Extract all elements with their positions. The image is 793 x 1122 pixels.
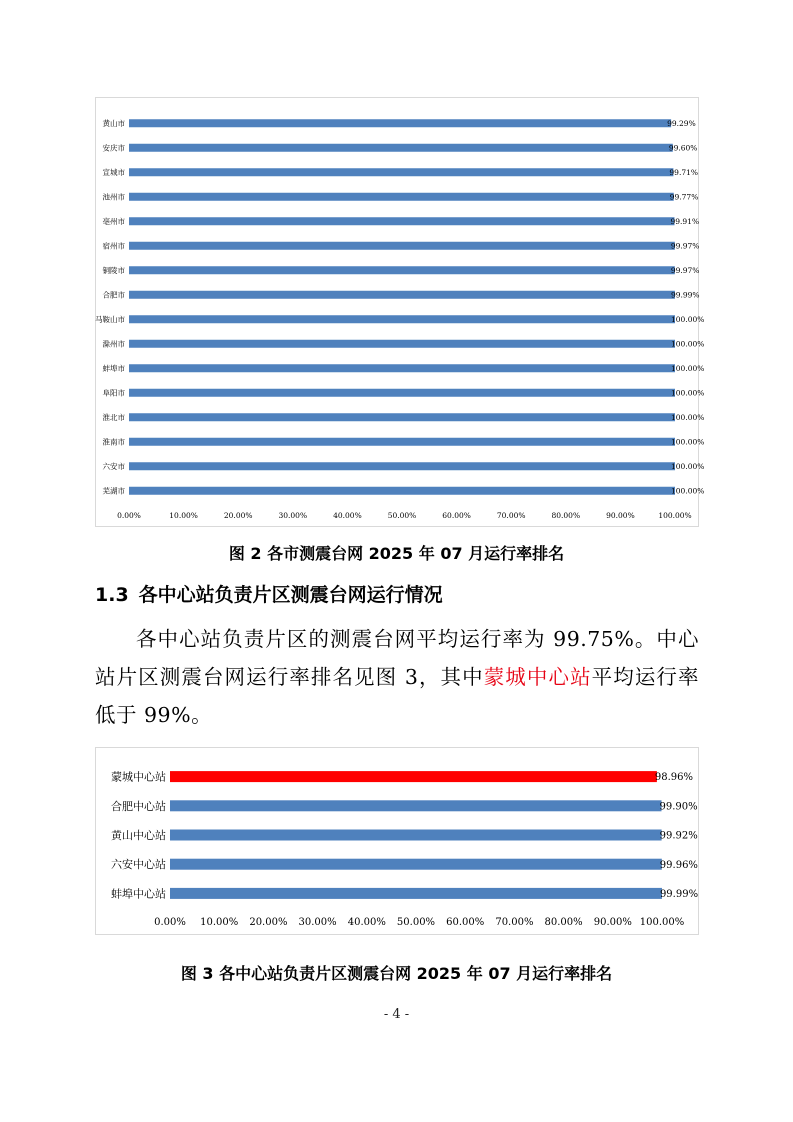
x-tick-label-6: 50.00% (387, 511, 417, 520)
bar-16 (129, 487, 675, 495)
category-label-5: 蚌埠中心站 (111, 887, 166, 901)
section-number: 1.3 (95, 584, 129, 606)
value-label-16: 100.00% (671, 486, 705, 496)
x-tick-label-8: 70.00% (495, 917, 534, 928)
x-tick-label-6: 50.00% (396, 917, 436, 928)
category-label-3: 宣城市 (102, 167, 125, 177)
x-tick-label-4: 30.00% (298, 917, 337, 928)
bar-4 (129, 193, 674, 201)
value-label-4: 99.96% (659, 859, 698, 871)
category-label-11: 蚌埠市 (102, 363, 125, 373)
x-tick-label-5: 40.00% (347, 917, 386, 928)
bar-4 (170, 859, 662, 870)
value-label-5: 99.99% (659, 889, 699, 900)
bar-10 (129, 340, 675, 348)
category-label-10: 滁州市 (102, 339, 125, 349)
category-label-12: 阜阳市 (102, 388, 125, 398)
category-label-8: 合肥市 (102, 290, 125, 300)
value-label-8: 99.99% (670, 290, 700, 300)
value-label-11: 100.00% (671, 363, 705, 373)
section-heading (95, 580, 443, 607)
value-label-3: 99.71% (669, 167, 699, 177)
category-label-13: 淮北市 (102, 412, 125, 422)
category-label-4: 池州市 (102, 192, 125, 202)
value-label-4: 99.77% (669, 192, 699, 202)
x-tick-label-7: 60.00% (446, 917, 485, 928)
value-label-10: 100.00% (671, 339, 705, 349)
x-tick-label-11: 100.00% (639, 917, 685, 928)
value-label-9: 100.00% (671, 314, 705, 324)
category-label-15: 六安市 (102, 461, 125, 471)
category-label-5: 亳州市 (102, 216, 125, 226)
figure-3-caption: 图 3 各中心站负责片区测震台网 2025 年 07 月运行率排名 (180, 964, 613, 983)
bar-2 (129, 144, 673, 152)
x-tick-label-3: 20.00% (249, 917, 288, 928)
x-tick-label-11: 100.00% (658, 511, 692, 520)
category-label-14: 淮南市 (102, 437, 125, 447)
category-label-9: 马鞍山市 (95, 314, 125, 324)
bar-3 (129, 168, 673, 176)
bar-13 (129, 413, 675, 421)
category-label-1: 蒙城中心站 (111, 770, 166, 784)
value-label-1: 98.96% (654, 772, 694, 784)
x-tick-label-9: 80.00% (551, 511, 581, 520)
category-label-6: 宿州市 (102, 241, 125, 251)
value-label-7: 99.97% (670, 265, 700, 275)
center-station-run-rate-chart (95, 747, 699, 935)
x-tick-label-1: 0.00% (117, 511, 141, 520)
x-tick-label-4: 30.00% (278, 511, 308, 520)
body-paragraph (95, 620, 699, 734)
bar-14 (129, 438, 675, 446)
value-label-15: 100.00% (671, 461, 705, 471)
bar-5 (170, 888, 662, 899)
center-station-run-rate-svg (96, 748, 698, 934)
bar-11 (129, 364, 675, 372)
x-tick-label-1: 0.00% (154, 917, 186, 928)
category-label-7: 铜陵市 (102, 265, 125, 275)
x-tick-label-7: 60.00% (442, 511, 471, 520)
paragraph-highlight: 蒙城中心站 (483, 665, 592, 689)
bar-9 (129, 315, 675, 323)
value-label-5: 99.91% (670, 216, 700, 226)
bar-1 (129, 119, 671, 127)
value-label-14: 100.00% (671, 437, 705, 447)
value-label-12: 100.00% (671, 388, 705, 398)
bar-1 (170, 771, 657, 782)
value-label-2: 99.60% (668, 143, 698, 153)
x-tick-label-10: 90.00% (593, 917, 632, 928)
bar-7 (129, 266, 675, 274)
x-tick-label-2: 10.00% (169, 511, 198, 520)
category-label-4: 六安中心站 (111, 858, 166, 872)
bar-8 (129, 291, 675, 299)
category-label-2: 合肥中心站 (111, 799, 166, 813)
bar-12 (129, 389, 675, 397)
city-run-rate-chart (95, 97, 705, 527)
page-number: - 4 - (383, 1007, 410, 1022)
category-label-2: 安庆市 (102, 143, 125, 153)
x-tick-label-8: 70.00% (496, 511, 526, 520)
value-label-1: 99.29% (667, 118, 696, 128)
bar-15 (129, 462, 675, 470)
value-label-3: 99.92% (659, 830, 698, 842)
paragraph-text-after: 平均运行率低于 99%。 (95, 665, 700, 727)
value-label-2: 99.90% (659, 801, 698, 813)
bar-2 (170, 800, 662, 811)
bar-3 (170, 830, 662, 841)
x-tick-label-9: 80.00% (544, 917, 583, 928)
value-label-6: 99.97% (670, 241, 700, 251)
bar-5 (129, 217, 675, 225)
bar-6 (129, 242, 675, 250)
x-tick-label-2: 10.00% (200, 917, 239, 928)
figure-2-caption: 图 2 各市测震台网 2025 年 07 月运行率排名 (228, 544, 565, 563)
x-tick-label-10: 90.00% (606, 511, 635, 520)
paragraph-text-before: 各中心站负责片区的测震台网平均运行率为 99.75%。中心站片区测震台网运行率排名见图 3，其中 (95, 627, 699, 689)
x-tick-label-3: 20.00% (223, 511, 253, 520)
category-label-1: 黄山市 (102, 118, 125, 128)
section-title: 各中心站负责片区测震台网运行情况 (138, 584, 443, 606)
x-tick-label-5: 40.00% (333, 511, 362, 520)
city-run-rate-svg (95, 98, 705, 526)
category-label-16: 芜湖市 (102, 486, 125, 496)
category-label-3: 黄山中心站 (111, 828, 166, 842)
value-label-13: 100.00% (671, 412, 705, 422)
